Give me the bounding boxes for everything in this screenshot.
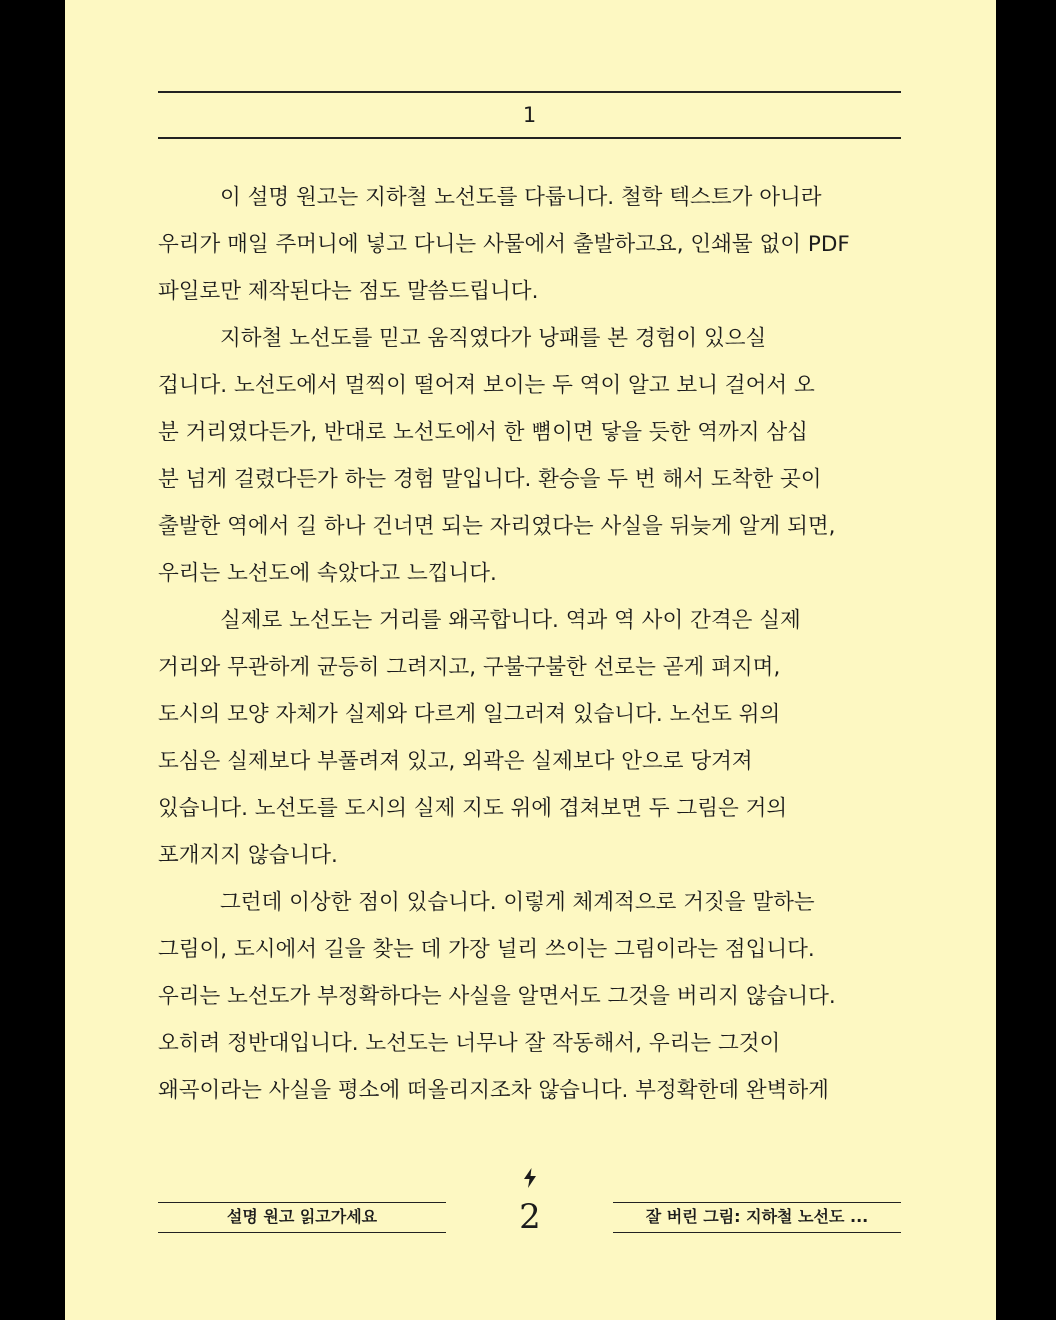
text-line: 분 넘게 걸렸다든가 하는 경험 말입니다. 환승을 두 번 해서 도착한 곳이 <box>158 467 822 492</box>
text-line: 출발한 역에서 길 하나 건너면 되는 자리였다는 사실을 뒤늦게 알게 되면, <box>158 514 836 539</box>
paragraph <box>158 174 901 315</box>
text-line: 파일로만 제작된다는 점도 말씀드립니다. <box>158 279 539 304</box>
header-top-rule <box>158 91 901 93</box>
document-page <box>65 0 996 1320</box>
chapter-number: 1 <box>522 103 537 127</box>
text-line: 지하철 노선도를 믿고 움직였다가 낭패를 본 경험이 있으실 <box>220 326 767 351</box>
next-chapter-link[interactable]: 잘 버린 그림: 지하철 노선도 ... <box>613 1202 901 1233</box>
paragraph <box>158 879 901 1114</box>
text-line: 우리는 노선도에 속았다고 느낍니다. <box>158 561 497 586</box>
text-line: 분 거리였다든가, 반대로 노선도에서 한 뼘이면 닿을 듯한 역까지 삼십 <box>158 420 808 445</box>
text-line: 겁니다. 노선도에서 멀찍이 떨어져 보이는 두 역이 알고 보니 걸어서 오 <box>158 373 815 398</box>
text-line: 우리가 매일 주머니에 넣고 다니는 사물에서 출발하고요, 인쇄물 없이 PDF <box>158 232 850 257</box>
paragraph <box>158 597 901 879</box>
text-line: 이 설명 원고는 지하철 노선도를 다룹니다. 철학 텍스트가 아니라 <box>220 185 822 210</box>
text-line: 왜곡이라는 사실을 평소에 떠올리지조차 않습니다. 부정확한데 완벽하게 <box>158 1078 829 1103</box>
text-line: 포개지지 않습니다. <box>158 843 338 868</box>
text-line: 오히려 정반대입니다. 노선도는 너무나 잘 작동해서, 우리는 그것이 <box>158 1031 781 1056</box>
text-line: 그런데 이상한 점이 있습니다. 이렇게 체계적으로 거짓을 말하는 <box>220 890 815 915</box>
text-line: 실제로 노선도는 거리를 왜곡합니다. 역과 역 사이 간격은 실제 <box>220 608 801 633</box>
text-line: 있습니다. 노선도를 도시의 실제 지도 위에 겹쳐보면 두 그림은 거의 <box>158 796 788 821</box>
body-text <box>158 174 901 1114</box>
header-bottom-rule <box>158 137 901 139</box>
bolt-icon <box>522 1168 538 1188</box>
text-line: 도심은 실제보다 부풀려져 있고, 외곽은 실제보다 안으로 당겨져 <box>158 749 753 774</box>
text-line: 도시의 모양 자체가 실제와 다르게 일그러져 있습니다. 노선도 위의 <box>158 702 781 727</box>
text-line: 거리와 무관하게 균등히 그려지고, 구불구불한 선로는 곧게 펴지며, <box>158 655 781 680</box>
text-line: 우리는 노선도가 부정확하다는 사실을 알면서도 그것을 버리지 않습니다. <box>158 984 836 1009</box>
paragraph <box>158 315 901 597</box>
page-number: 2 <box>519 1197 541 1237</box>
text-line: 그림이, 도시에서 길을 찾는 데 가장 널리 쓰이는 그림이라는 점입니다. <box>158 937 815 962</box>
prev-chapter-link[interactable]: 설명 원고 읽고가세요 <box>158 1202 446 1233</box>
